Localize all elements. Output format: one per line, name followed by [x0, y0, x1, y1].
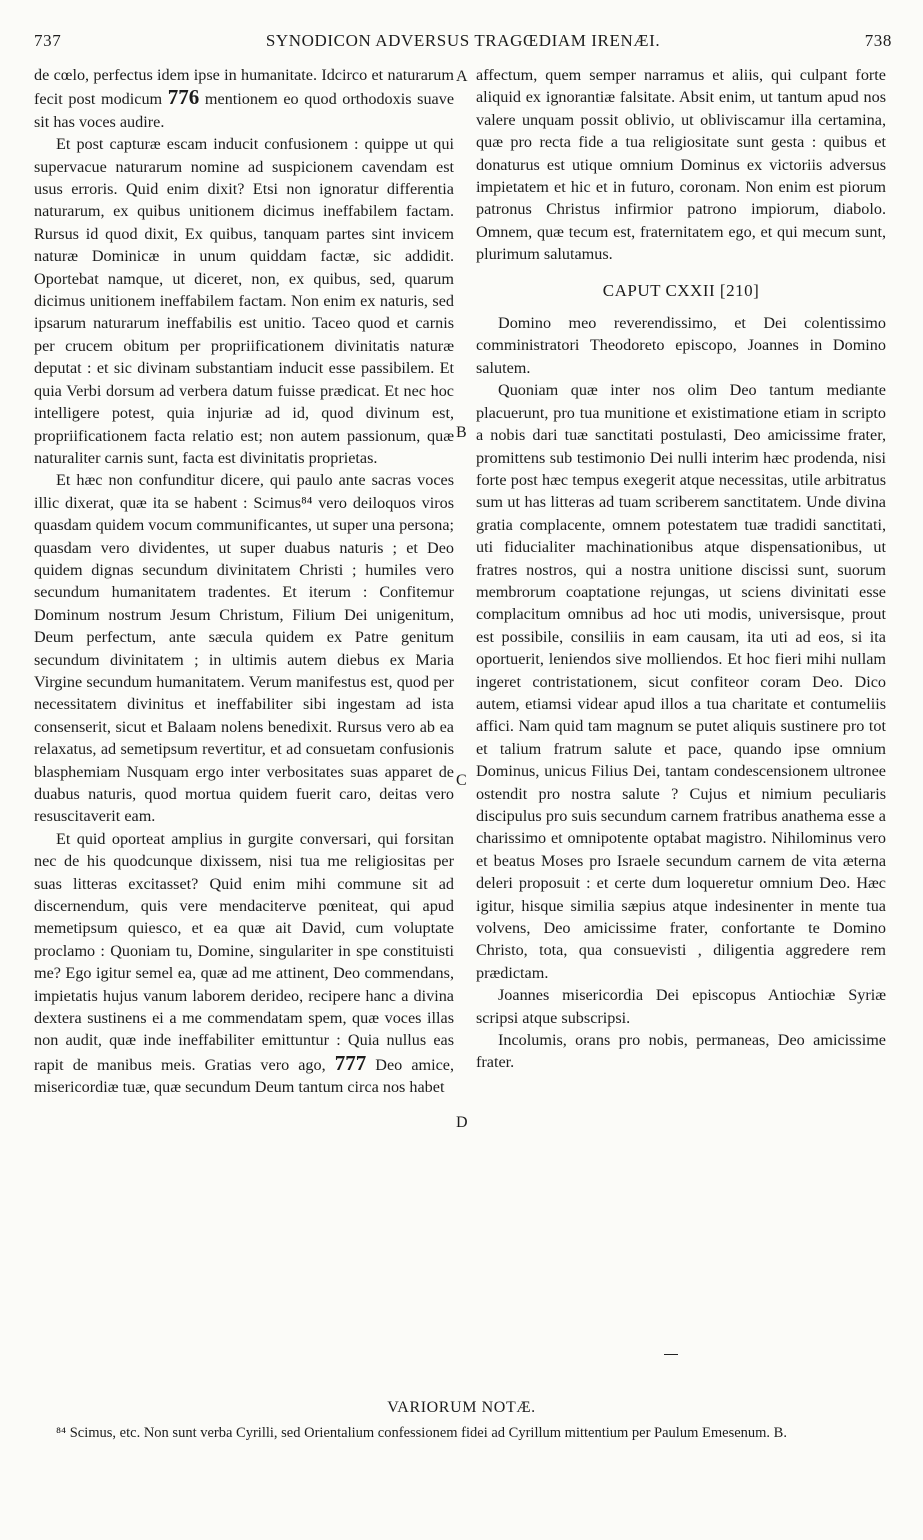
paragraph-text: de cœlo, perfectus idem ipse in humanitate. Idcirco et naturarum fecit post modicum	[34, 66, 454, 109]
running-title: SYNODICON ADVERSUS TRAGŒDIAM IRENÆI.	[265, 31, 661, 50]
chapter-heading: CAPUT CXXII [210]	[602, 280, 760, 300]
notes-title: VARIORUM NOTÆ.	[387, 1399, 536, 1416]
signature: Joannes misericordia Dei episcopus Antiochiæ Syriæ scripsi atque subscripsi.	[476, 986, 886, 1027]
page-number-left: 737	[34, 31, 62, 50]
right-column	[476, 64, 886, 1074]
page-number-right: 738	[864, 31, 892, 50]
margin-letter-a: A	[456, 68, 468, 85]
margin-letter-b: B	[456, 424, 467, 441]
paragraph	[34, 828, 454, 1099]
paragraph: Quoniam quæ inter nos olim Deo tantum mediante placuerunt, pro tua munitione et existimatione etiam in scripto a nobis dari tuæ sanctitati postulasti, Deo amicissime frater, promittens sub testimonio Dei nulli interim hæc prodenda, nisi forte post hæc tempus exegerit atque necessitas, utile arbitratus sum ut has litteras ad tuam scriberem sanctitatem. Unde divina gratia complacente, omnem potestatem tuæ tradidi sanctitati, uti fiducialiter machinationibus atque dispensationibus, ut fratres nostros, qui a nostra unitione discissi sunt, suorum membrorum coaptatione rejungas, ut sciens divinitati esse complacitum omnibus ad hoc uti modis, universisque, prout est possibile, consiliis in eam causam, ita uti ad eos, si ita oportuerit, leniendos sive molliendos. Et hoc fieri mihi nullam ingeret contristationem, sicut confiteor coram Deo. Dico autem, etiamsi videar apud illos a tua charitate et contumeliis affici. Nam quid tam magnum se putet aliquis sustinere pro tot et talium fratrum salute et pace, quando ipse omnium Dominus, unicus Filius Dei, tantam condescensionem ultroneе ostendit pro nostra salute ? Cujus et nimium peculiaris discipulus pro suis secundum carnem fratribus anathema esse a charissimo et omnipotente optabat magistro. Nihilominus vero et beatus Moses pro Israele secundum carnem de vita æterna deleri proposuit : et certe dum loqueretur omnium Deo. Hæc igitur, hisque similia sæpius atque indesinenter in mente tua volvens, Deo amicissime frater, confortante te Domino Christo, tota, qua consuevisti , diligentia aggredere rem prædictam.	[476, 381, 886, 982]
paragraph-text: Deo amice, misericordiæ tuæ, quæ secundum Deum tantum circa nos habet	[34, 1055, 455, 1097]
margin-letter-c: C	[456, 772, 467, 789]
salutation: Domino meo reverendissimo, et Dei colentissimo comministratori Theodoreto episcopo, Joannes in Domino salutem.	[476, 314, 886, 377]
paragraph: Et hæc non confunditur dicere, qui paulo ante sacras voces illic dixerat, quæ ita se habent : Scimus⁸⁴ vero deiloquos viros quasdam quidem vocum communificantes, ut super una persona; quasdam vero dividentes, ut super duabus naturis ; et Deo quidem dignas secundum divinitatem Christi ; humiles vero secundum humanitatem tradentes. Et iterum : Confitemur Dominum nostrum Jesum Christum, Filium Dei unigenitum, Deum perfectum, ante sæcula quidem ex Patre genitum secundum divinitatem ; in ultimis autem diebus ex Maria Virgine secundum humanitatem. Verum manifestus est, quod per necessitatem divinitus et ineffabiliter sibi ingestam ad ista consenserit, sicut et Balaam nolens benedixit. Rursus vero ab ea relaxatus, ad semetipsum revertitur, et ad consuetam confusionis blasphemiam Nusquam ergo inter verbositates suas apparet de duabus naturis, quod mortua quidem fuerit caro, deitas vero resuscitaverit eam.	[34, 471, 454, 826]
footnote: ⁸⁴ Scimus, etc. Non sunt verba Cyrilli, sed Orientalium confessionem fidei ad Cyrillum mittentium per Paulum Emesenum. B.	[56, 1425, 787, 1441]
paragraph	[34, 64, 454, 133]
margin-letter-d: D	[456, 1114, 468, 1131]
left-column	[34, 64, 454, 1099]
paragraph: affectum, quem semper narramus et aliis, qui culpant forte aliquid ex ignorantiæ falsitate. Absit enim, ut tantum apud nos valere unquam possit oblivio, ut obliviscamur illa certamina, quæ pro recta fide a tua religiositate sunt gesta : quibus et donaturus est utique omnium Dominus ex victoriis adversus impietatem et hic et in futuro, coronam. Non enim est piorum patronus Christus infirmior patrono impiorum, diabolo. Omnem, quæ tecum est, fraternitatem ego, et qui mecum sunt, plurimum salutamus.	[476, 66, 886, 264]
paragraph: Et post capturæ escam inducit confusionem : quippe ut qui supervacue naturarum nomine ad suspicionem cavendam est usus erroris. Quid enim dixit? Etsi non ignoratur differentia naturarum, ex quibus unitionem dicimus ineffabilem factam. Rursus id quod dixit, Ex quibus, tanquam partes sint invicem naturæ Dominicæ in unum quiddam factæ, sic addidit. Oportebat namque, ut diceret, non, ex quibus, sed, quarum dicimus unitionem ineffabilem factam. Non enim ex naturis, sed ipsarum naturarum ineffabilis est unitio. Taceo quod et carnis per crucem obitum per propriificationem divinitatis naturæ deputat : et sic divinam substantiam inducit esse passibilem. Et quia Verbi dorsum ad verbera datum fuisse prædicat. Et nec hoc intelligere potest, quia injuriæ ad id, quod divinum est, propriificationem facta relatio est; non autem passionum, quæ naturaliter carnis sunt, facta est divinitatis proprietas.	[34, 135, 454, 467]
column-marker: 777	[334, 1050, 367, 1075]
paragraph-text: mentionem eo quod orthodoxis suave sit has voces audire.	[34, 90, 455, 131]
page-header	[34, 31, 892, 55]
paragraph-text: Et quid oporteat amplius in gurgite conversari, qui forsitan nec de his quodcunque dixissem, nisi tua me religiositas per suas litteras excitasset? Quid enim mihi commune sit ad discernendum, quis vere mendaciterve pœniteat, qui apud memetipsum quiesco, et ea quæ ait David, cum voluptate proclamo : Quoniam tu, Domine, singulariter in spe constituisti me? Ego igitur semel ea, quæ ad me attinent, Deo commendans, impietatis hujus vanum laborem derideo, recipere hanc a divina dextera sustinens ei a me commendatam spem, quæ voces illas non audit, quæ inde ineffabiliter emittuntur : Quia nullus eas rapit de manibus meis. Gratias vero ago,	[34, 829, 454, 1074]
section-divider	[664, 1354, 678, 1355]
column-marker: 776	[167, 85, 200, 110]
closing: Incolumis, orans pro nobis, permaneas, Deo amicissime frater.	[476, 1031, 886, 1072]
